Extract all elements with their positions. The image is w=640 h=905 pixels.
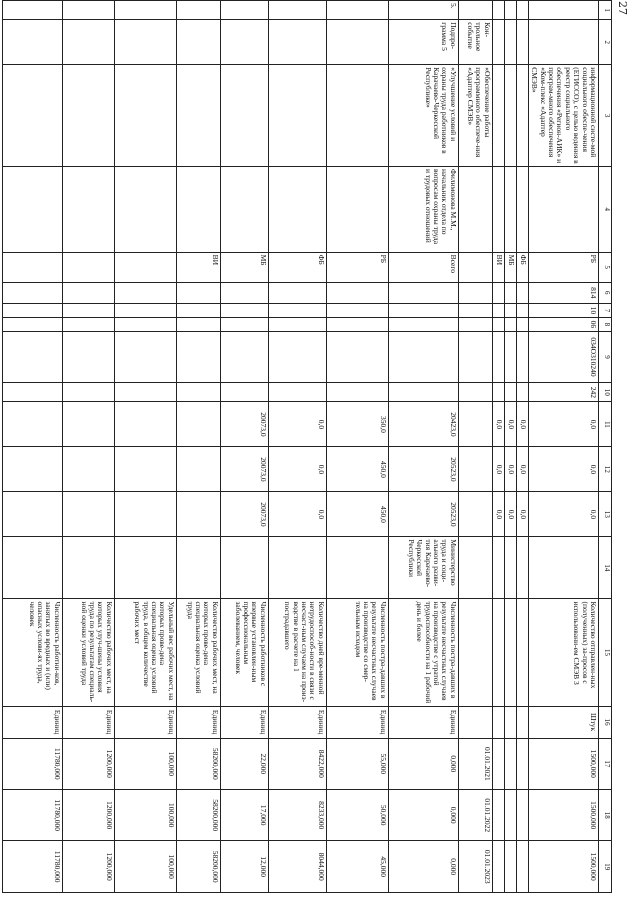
cell-col-11: 350,0: [326, 402, 388, 447]
cell-col-19: 11780,000: [2, 841, 62, 893]
cell-col-19: 45,000: [326, 841, 388, 893]
cell-col-5: РБ: [326, 252, 388, 282]
cell-col-14: [62, 537, 114, 599]
cell-col-5: [62, 252, 114, 282]
header-cell: 13: [599, 492, 612, 537]
cell-col-14: [492, 537, 504, 599]
cell-col-1: [220, 1, 268, 20]
cell-col-5: МБ: [220, 252, 268, 282]
cell-col-10: [492, 383, 504, 402]
cell-col-4: Филимонова М.М., начальник отдела по вопросам охраны труда и трудовых отношений: [388, 166, 458, 252]
cell-col-6: [516, 282, 528, 303]
cell-col-12: 20073,0: [220, 447, 268, 492]
cell-col-13: 0,0: [516, 492, 528, 537]
cell-col-2: [492, 20, 504, 65]
cell-col-11: [458, 402, 492, 447]
cell-col-6: 814: [528, 282, 598, 303]
cell-col-18: [516, 790, 528, 841]
cell-col-15: [492, 599, 504, 706]
cell-col-16: Штук: [528, 706, 598, 738]
cell-col-9: [504, 331, 516, 382]
cell-col-10: [114, 383, 176, 402]
cell-col-1: [268, 1, 326, 20]
cell-col-5: [114, 252, 176, 282]
table-row: [492, 1, 504, 893]
cell-col-5: МБ: [504, 252, 516, 282]
table-row: [504, 1, 516, 893]
cell-col-4: [220, 166, 268, 252]
cell-col-4: [326, 166, 388, 252]
cell-col-17: [492, 738, 504, 789]
cell-col-10: [326, 383, 388, 402]
cell-col-15: Количество рабочих мест, на которых прове-дена специальная оценка условий труда: [176, 599, 220, 706]
cell-col-8: [220, 317, 268, 331]
cell-col-10: [458, 383, 492, 402]
cell-col-8: [516, 317, 528, 331]
table-row: [458, 1, 492, 893]
cell-col-12: 450,0: [326, 447, 388, 492]
cell-col-16: Единиц: [176, 706, 220, 738]
cell-col-17: 100,000: [114, 738, 176, 789]
cell-col-11: 0,0: [268, 402, 326, 447]
cell-col-10: [220, 383, 268, 402]
cell-col-15: Численность пострa-давших в результате несчастных случаев на производстве со смер-тельным исходом: [326, 599, 388, 706]
header-cell: 16: [599, 706, 612, 738]
table-row: [2, 1, 62, 893]
cell-col-7: [516, 303, 528, 317]
header-row: [599, 1, 612, 893]
cell-col-1: [504, 1, 516, 20]
cell-col-3: [114, 65, 176, 167]
cell-col-18: 17,000: [220, 790, 268, 841]
cell-col-15: [458, 599, 492, 706]
table-row: [114, 1, 176, 893]
cell-col-19: 8044,000: [268, 841, 326, 893]
cell-col-4: [268, 166, 326, 252]
cell-col-7: [268, 303, 326, 317]
cell-col-10: 242: [528, 383, 598, 402]
cell-col-13: 0,0: [504, 492, 516, 537]
cell-col-11: 0,0: [516, 402, 528, 447]
cell-col-13: 20073,0: [220, 492, 268, 537]
table-row: [268, 1, 326, 893]
cell-col-19: 1500,000: [528, 841, 598, 893]
cell-col-13: 450,0: [326, 492, 388, 537]
cell-col-12: 0,0: [516, 447, 528, 492]
cell-col-2: [326, 20, 388, 65]
header-cell: 18: [599, 790, 612, 841]
cell-col-17: 1200,000: [62, 738, 114, 789]
cell-col-2: [220, 20, 268, 65]
rotated-table-wrapper: [27, 0, 612, 893]
cell-col-17: 1500,000: [528, 738, 598, 789]
cell-col-4: [492, 166, 504, 252]
cell-col-7: [388, 303, 458, 317]
header-cell: 2: [599, 20, 612, 65]
header-cell: 1: [599, 1, 612, 20]
cell-col-14: [114, 537, 176, 599]
cell-col-11: 0,0: [528, 402, 598, 447]
cell-col-11: [176, 402, 220, 447]
cell-col-10: [2, 383, 62, 402]
cell-col-16: [516, 706, 528, 738]
cell-col-10: [268, 383, 326, 402]
cell-col-12: 0,0: [528, 447, 598, 492]
cell-col-13: [2, 492, 62, 537]
cell-col-13: 0,0: [492, 492, 504, 537]
cell-col-6: [220, 282, 268, 303]
cell-col-19: 1200,000: [62, 841, 114, 893]
cell-col-18: [504, 790, 516, 841]
cell-col-9: [176, 331, 220, 382]
cell-col-13: 0,0: [528, 492, 598, 537]
cell-col-14: [176, 537, 220, 599]
header-cell: 17: [599, 738, 612, 789]
cell-col-9: 034О310240: [528, 331, 598, 382]
cell-col-11: [2, 402, 62, 447]
cell-col-8: [268, 317, 326, 331]
cell-col-18: 11780,000: [2, 790, 62, 841]
cell-col-6: [176, 282, 220, 303]
cell-col-14: [528, 537, 598, 599]
cell-col-11: 0,0: [492, 402, 504, 447]
cell-col-3: [2, 65, 62, 167]
cell-col-6: [114, 282, 176, 303]
cell-col-15: [516, 599, 528, 706]
cell-col-18: 01.01.2022: [458, 790, 492, 841]
cell-col-8: 06: [528, 317, 598, 331]
cell-col-11: 20423,0: [388, 402, 458, 447]
cell-col-12: 0,0: [268, 447, 326, 492]
cell-col-1: [492, 1, 504, 20]
cell-col-4: [114, 166, 176, 252]
cell-col-2: [504, 20, 516, 65]
cell-col-11: [114, 402, 176, 447]
cell-col-13: [458, 492, 492, 537]
cell-col-13: 20523,0: [388, 492, 458, 537]
cell-col-5: ФБ: [268, 252, 326, 282]
cell-col-3: [504, 65, 516, 167]
cell-col-4: [458, 166, 492, 252]
table-area: [27, 0, 612, 893]
cell-col-19: 01.01.2023: [458, 841, 492, 893]
cell-col-3: [62, 65, 114, 167]
page-number: 27: [616, 1, 629, 15]
cell-col-1: [2, 1, 62, 20]
cell-col-8: [458, 317, 492, 331]
cell-col-7: [62, 303, 114, 317]
cell-col-10: [62, 383, 114, 402]
program-table: [2, 0, 612, 893]
cell-col-8: [62, 317, 114, 331]
cell-col-14: [504, 537, 516, 599]
cell-col-15: Численность работников с впервые установлен-ным профессиональным заболеванием, человек: [220, 599, 268, 706]
cell-col-2: [528, 20, 598, 65]
cell-col-1: 5.: [388, 1, 458, 20]
cell-col-16: [458, 706, 492, 738]
cell-col-16: Единиц: [268, 706, 326, 738]
cell-col-13: 0,0: [268, 492, 326, 537]
cell-col-15: Удельный вес рабочих мест, на которых прове-дена специальная оценка условий труда, в общем количестве рабочих мест: [114, 599, 176, 706]
cell-col-8: [176, 317, 220, 331]
cell-col-2: Подпро-грамма 5: [388, 20, 458, 65]
table-row: [326, 1, 388, 893]
cell-col-2: [176, 20, 220, 65]
cell-col-5: ВИ: [492, 252, 504, 282]
cell-col-12: 0,0: [492, 447, 504, 492]
cell-col-17: 22,000: [220, 738, 268, 789]
cell-col-18: 8233,000: [268, 790, 326, 841]
cell-col-14: [516, 537, 528, 599]
cell-col-16: Единиц: [62, 706, 114, 738]
cell-col-12: [2, 447, 62, 492]
cell-col-9: [220, 331, 268, 382]
cell-col-7: [2, 303, 62, 317]
cell-col-18: [492, 790, 504, 841]
cell-col-10: [388, 383, 458, 402]
cell-col-7: [220, 303, 268, 317]
cell-col-19: 12,000: [220, 841, 268, 893]
cell-col-1: [114, 1, 176, 20]
cell-col-4: [176, 166, 220, 252]
cell-col-18: 0,000: [388, 790, 458, 841]
cell-col-14: [326, 537, 388, 599]
cell-col-3: «Улучшение условий и охраны труда работников в Карачаево-Черкесской Республике»: [388, 65, 458, 167]
cell-col-12: [62, 447, 114, 492]
cell-col-3: [516, 65, 528, 167]
header-cell: 15: [599, 599, 612, 706]
cell-col-9: [492, 331, 504, 382]
cell-col-14: [2, 537, 62, 599]
cell-col-18: 58200,000: [176, 790, 220, 841]
cell-col-16: Единиц: [2, 706, 62, 738]
cell-col-2: Кон-трольное событие: [458, 20, 492, 65]
cell-col-8: [2, 317, 62, 331]
header-cell: 5: [599, 252, 612, 282]
cell-col-7: [492, 303, 504, 317]
cell-col-18: 1500,000: [528, 790, 598, 841]
cell-col-17: 58200,000: [176, 738, 220, 789]
cell-col-9: [516, 331, 528, 382]
cell-col-8: [114, 317, 176, 331]
cell-col-13: [176, 492, 220, 537]
cell-col-9: [268, 331, 326, 382]
cell-col-12: 20523,0: [388, 447, 458, 492]
cell-col-9: [458, 331, 492, 382]
cell-col-2: [2, 20, 62, 65]
cell-col-4: [516, 166, 528, 252]
cell-col-15: Количество дней вре-менной нетрудоспособ-ности в связи с несчаст-ным случаем на произ-водстве в расчете на 1 пострадавшего: [268, 599, 326, 706]
cell-col-6: [492, 282, 504, 303]
table-row: [528, 1, 598, 893]
cell-col-9: [388, 331, 458, 382]
cell-col-3: [326, 65, 388, 167]
header-cell: 8: [599, 317, 612, 331]
cell-col-4: [504, 166, 516, 252]
cell-col-9: [114, 331, 176, 382]
cell-col-14: Министерство труда и соци-ального разви-тия Карачаево-Черкесской Республики: [388, 537, 458, 599]
cell-col-9: [326, 331, 388, 382]
cell-col-7: [458, 303, 492, 317]
cell-col-19: [504, 841, 516, 893]
cell-col-13: [62, 492, 114, 537]
cell-col-11: [62, 402, 114, 447]
cell-col-14: [268, 537, 326, 599]
cell-col-11: 20073,0: [220, 402, 268, 447]
cell-col-8: [492, 317, 504, 331]
cell-col-16: [504, 706, 516, 738]
cell-col-1: [528, 1, 598, 20]
cell-col-5: [2, 252, 62, 282]
cell-col-17: 55,000: [326, 738, 388, 789]
header-cell: 4: [599, 166, 612, 252]
cell-col-3: [176, 65, 220, 167]
cell-col-10: [504, 383, 516, 402]
cell-col-5: ФБ: [516, 252, 528, 282]
cell-col-16: Единиц: [114, 706, 176, 738]
cell-col-2: [62, 20, 114, 65]
cell-col-1: [326, 1, 388, 20]
cell-col-15: Количество отправлен-ных (полученных) за-просов с использовани-ем СМЭВ 3: [528, 599, 598, 706]
cell-col-8: [388, 317, 458, 331]
cell-col-4: [528, 166, 598, 252]
cell-col-7: [326, 303, 388, 317]
cell-col-4: [2, 166, 62, 252]
cell-col-8: [326, 317, 388, 331]
cell-col-10: [176, 383, 220, 402]
cell-col-3: [492, 65, 504, 167]
cell-col-5: [458, 252, 492, 282]
cell-col-7: 10: [528, 303, 598, 317]
cell-col-12: [176, 447, 220, 492]
cell-col-6: [458, 282, 492, 303]
cell-col-16: Единиц: [388, 706, 458, 738]
table-row: [516, 1, 528, 893]
cell-col-15: Численность работни-ков, занятых во вредных и (или) опасных услови-ях труда, человек: [2, 599, 62, 706]
cell-col-16: Единиц: [220, 706, 268, 738]
header-cell: 11: [599, 402, 612, 447]
cell-col-5: ВИ: [176, 252, 220, 282]
cell-col-19: 100,000: [114, 841, 176, 893]
header-cell: 19: [599, 841, 612, 893]
table-row: [388, 1, 458, 893]
cell-col-12: [114, 447, 176, 492]
cell-col-17: [516, 738, 528, 789]
cell-col-14: [220, 537, 268, 599]
cell-col-2: [516, 20, 528, 65]
cell-col-19: 0,000: [388, 841, 458, 893]
cell-col-18: 1200,000: [62, 790, 114, 841]
cell-col-1: [458, 1, 492, 20]
cell-col-18: 100,000: [114, 790, 176, 841]
cell-col-19: 58200,000: [176, 841, 220, 893]
cell-col-17: 11780,000: [2, 738, 62, 789]
cell-col-16: [492, 706, 504, 738]
cell-col-7: [114, 303, 176, 317]
cell-col-3: информационной систе-мой социального обеспе-чения (ЕГИССО), с целью ведения в реестр социального обеспечения «Регион-АИК» и програм-много обеспечения «Ком-плекс «Адаптер СМЭВ»: [528, 65, 598, 167]
cell-col-17: 8422,000: [268, 738, 326, 789]
cell-col-15: [504, 599, 516, 706]
cell-col-9: [62, 331, 114, 382]
header-cell: 7: [599, 303, 612, 317]
cell-col-3: «Обеспечение работы программного обеспече-ния «Адаптер СМЭВ»: [458, 65, 492, 167]
cell-col-6: [62, 282, 114, 303]
cell-col-17: [504, 738, 516, 789]
table-body: [2, 1, 611, 893]
table-row: [176, 1, 220, 893]
cell-col-11: 0,0: [504, 402, 516, 447]
cell-col-6: [326, 282, 388, 303]
table-row: [62, 1, 114, 893]
cell-col-3: [268, 65, 326, 167]
cell-col-14: [458, 537, 492, 599]
table-row: [220, 1, 268, 893]
header-cell: 12: [599, 447, 612, 492]
cell-col-19: [492, 841, 504, 893]
cell-col-15: Численность пострa-давших в результате несчастных случаев на производстве с утратой трудоспособности на 1 рабочий день и более: [388, 599, 458, 706]
cell-col-4: [62, 166, 114, 252]
cell-col-2: [268, 20, 326, 65]
cell-col-1: [62, 1, 114, 20]
cell-col-6: [268, 282, 326, 303]
header-cell: 6: [599, 282, 612, 303]
cell-col-19: [516, 841, 528, 893]
cell-col-17: 01.01.2021: [458, 738, 492, 789]
cell-col-3: [220, 65, 268, 167]
cell-col-6: [388, 282, 458, 303]
header-cell: 10: [599, 383, 612, 402]
cell-col-12: 0,0: [504, 447, 516, 492]
cell-col-2: [114, 20, 176, 65]
cell-col-1: [176, 1, 220, 20]
cell-col-6: [2, 282, 62, 303]
cell-col-8: [504, 317, 516, 331]
cell-col-9: [2, 331, 62, 382]
cell-col-5: Всего: [388, 252, 458, 282]
cell-col-10: [516, 383, 528, 402]
cell-col-12: [458, 447, 492, 492]
cell-col-18: 50,000: [326, 790, 388, 841]
cell-col-13: [114, 492, 176, 537]
cell-col-5: РБ: [528, 252, 598, 282]
cell-col-7: [176, 303, 220, 317]
header-cell: 3: [599, 65, 612, 167]
header-cell: 9: [599, 331, 612, 382]
header-cell: 14: [599, 537, 612, 599]
cell-col-17: 0,000: [388, 738, 458, 789]
cell-col-6: [504, 282, 516, 303]
cell-col-7: [504, 303, 516, 317]
cell-col-1: [516, 1, 528, 20]
cell-col-16: Единиц: [326, 706, 388, 738]
cell-col-15: Количество рабочих мест, на которых улуч-шены условия труда по результатам специаль-ной оценки условий труда: [62, 599, 114, 706]
